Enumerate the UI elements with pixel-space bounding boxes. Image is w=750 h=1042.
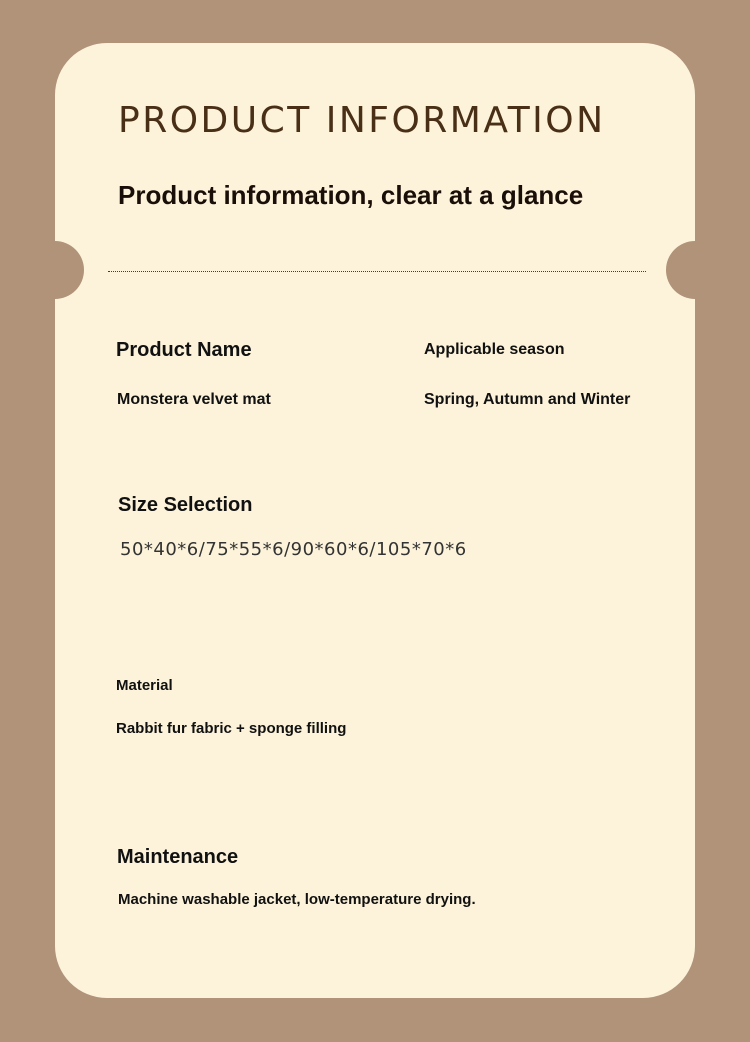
page-title: PRODUCT INFORMATION bbox=[118, 100, 606, 141]
material-value: Rabbit fur fabric + sponge filling bbox=[116, 720, 347, 737]
size-label: Size Selection bbox=[118, 494, 253, 516]
maintenance-label: Maintenance bbox=[117, 846, 239, 868]
season-label: Applicable season bbox=[424, 341, 565, 358]
dotted-divider bbox=[108, 271, 646, 272]
ticket-notch-right bbox=[666, 241, 724, 299]
product-name-value: Monstera velvet mat bbox=[117, 391, 271, 408]
maintenance-value: Machine washable jacket, low-temperature drying. bbox=[118, 891, 476, 908]
ticket-notch-left bbox=[26, 241, 84, 299]
product-name-label: Product Name bbox=[116, 339, 252, 361]
page-subtitle: Product information, clear at a glance bbox=[118, 180, 584, 210]
size-value: 50*40*6/75*55*6/90*60*6/105*70*6 bbox=[120, 539, 467, 560]
season-value: Spring, Autumn and Winter bbox=[424, 391, 631, 408]
material-label: Material bbox=[116, 677, 173, 694]
